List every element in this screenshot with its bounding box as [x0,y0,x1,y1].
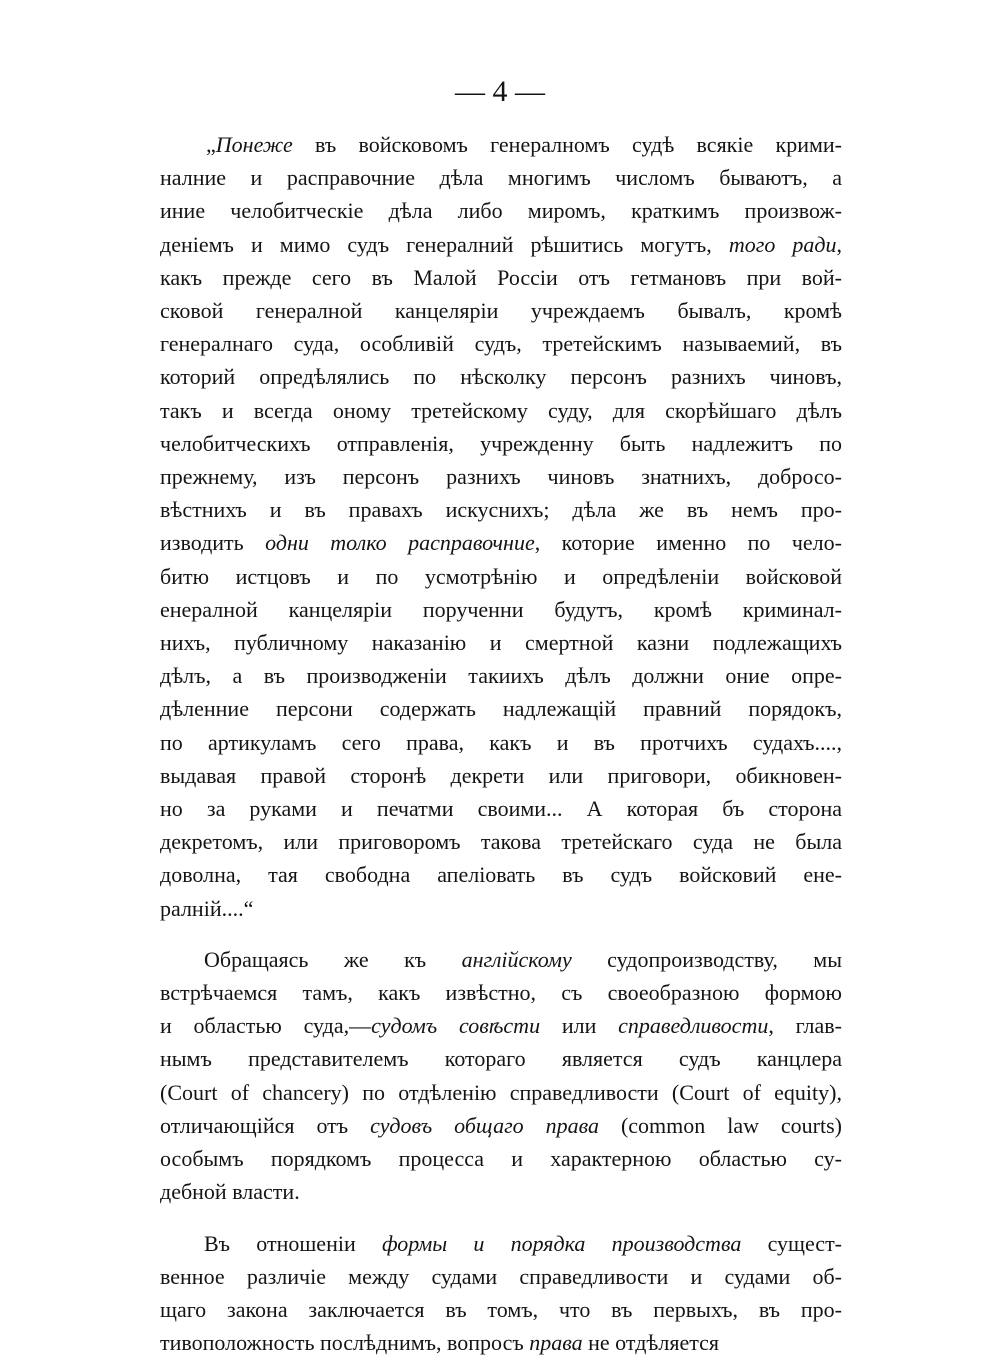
text-run: битю истцовъ и по усмотрѣнiю и опредѣленiи войсковой [160,563,842,589]
paragraph-gap [160,1209,842,1227]
text-run: , которие именно по чело- [534,530,842,556]
text-line [160,360,842,393]
italic-run: Понеже [215,132,293,157]
text-run: встрѣчаемся тамъ, какъ извѣстно, съ своеобразною формою [160,980,842,1006]
text-line [160,1109,842,1142]
text-run: иние челобитческiе дѣла либо миромъ, краткимъ произвож- [160,198,842,224]
text-run: такъ и всегда оному третейскому суду, для скорѣйшаго дѣлъ [160,397,842,423]
text-line [160,294,842,327]
text-line [160,327,842,360]
text-run: нымъ представителемъ котораго является судъ канцлера [160,1046,842,1072]
text-run: генералнаго суда, особливій судъ, третейскимъ называемий, въ [160,331,842,357]
text-line [160,943,842,976]
text-run: венное различiе между судами справедливости и судами об- [160,1263,842,1289]
text-line [160,1142,842,1175]
text-run: не отдѣляется [582,1330,719,1356]
text-run: Въ отношеніи [204,1230,382,1256]
text-line [160,560,842,593]
text-line [160,1042,842,1075]
paragraph-gap [160,925,842,943]
text-run: прежнему, изъ персонъ разнихъ чиновъ знатнихъ, добросо- [160,464,842,490]
text-line [160,526,842,559]
text-line [160,460,842,493]
text-run: судопроизводству, мы [571,946,842,972]
text-line [160,1293,842,1326]
text-line [160,1326,842,1359]
text-line [160,261,842,294]
text-run: въ войсковомъ генералномъ судѣ всякie крими- [292,132,842,157]
paragraph [160,943,842,1209]
text-run: но за руками и печатми своими... А которая бъ сторона [160,796,842,822]
text-line [160,394,842,427]
italic-run: судовъ общаго права [370,1112,600,1138]
text-line [160,128,842,161]
text-run: нихъ, публичному наказанiю и смертной казни подлежащихъ [160,630,842,656]
text-line [160,892,842,925]
italic-run: права [529,1330,583,1356]
paragraph [160,1227,842,1360]
text-run: какъ прежде сего въ Малой Россiи отъ гетмановъ при вой- [160,264,842,290]
text-line [160,1076,842,1109]
text-run: которий опредѣлялись по нѣсколку персонъ разнихъ чиновъ, [160,364,842,390]
text-run: вѣстнихъ и въ правахъ искуснихъ; дѣла же въ немъ про- [160,497,842,523]
italic-run: англійскому [461,946,572,972]
italic-run: формы и порядка производства [381,1230,742,1256]
text-line [160,858,842,891]
text-line [160,194,842,227]
text-line [160,1175,842,1208]
text-run: сковой генералной канцеляріи учреждаемъ бывалъ, кромѣ [160,298,842,324]
text-line [160,792,842,825]
text-run: отличающійся отъ [160,1112,371,1138]
text-run: денiемъ и мимо судъ генералний рѣшитись могутъ, [160,231,729,257]
text-run: ралній....“ [160,895,254,921]
text-line [160,593,842,626]
italic-run: судомъ совѣсти [371,1013,541,1039]
text-run: по артикуламъ сего права, какъ и въ протчихъ судахъ...., [160,729,842,755]
text-run: сущест- [741,1230,843,1256]
text-run: декретомъ, или приговоромъ такова третейскаго суда не была [160,829,842,855]
text-run: (Court of chancery) по отдѣленію справедливости (Court of equity), [160,1079,842,1105]
text-line [160,825,842,858]
text-run: изводить [160,530,266,556]
text-run: и областью суда,— [160,1013,372,1039]
text-line [160,759,842,792]
text-line [160,1227,842,1260]
text-run: Обращаясь же къ [204,946,462,972]
text-run: выдавая правой сторонѣ декрети или приговори, обикновен- [160,762,842,788]
text-line [160,228,842,261]
text-line [160,1260,842,1293]
text-line [160,626,842,659]
text-run: дебной власти. [160,1179,300,1205]
text-run: челобитческихъ отправленія, учрежденну быть надлежитъ по [160,430,842,456]
page-number: — 4 — [455,75,545,108]
text-run: , [836,231,842,257]
text-run: дѣлъ, а въ производженiи такиихъ дѣлъ должни оние опре- [160,663,842,689]
italic-run: справедливости [618,1013,769,1039]
text-run: дѣленние персони содержать надлежащій правний порядокъ, [160,696,842,722]
text-run: щаго закона заключается въ томъ, что въ первыхъ, въ про- [160,1296,842,1322]
text-run: налние и расправочние дѣла многимъ числомъ бываютъ, а [160,165,842,191]
text-run: тивоположность послѣднимъ, вопросъ [160,1330,530,1356]
text-line [160,493,842,526]
body-text [160,128,842,1359]
text-run: доволна, тая свободна апелiовать въ судъ войсковий ене- [160,862,842,888]
paragraph [160,128,842,925]
text-line [160,1009,842,1042]
italic-run: того ради [728,231,837,257]
text-line [160,161,842,194]
text-line [160,726,842,759]
text-run: енералной канцеляріи порученни будутъ, кромѣ криминал- [160,596,842,622]
text-run: или [540,1013,619,1039]
text-run: , глав- [768,1013,842,1039]
text-line [160,692,842,725]
text-run: особымъ порядкомъ процесса и характерною областью су- [160,1146,842,1172]
text-run: „ [206,132,216,157]
italic-run: одни толко расправочние [265,530,535,556]
text-line [160,659,842,692]
text-line [160,427,842,460]
text-run: (common law courts) [599,1112,843,1138]
text-line [160,976,842,1009]
